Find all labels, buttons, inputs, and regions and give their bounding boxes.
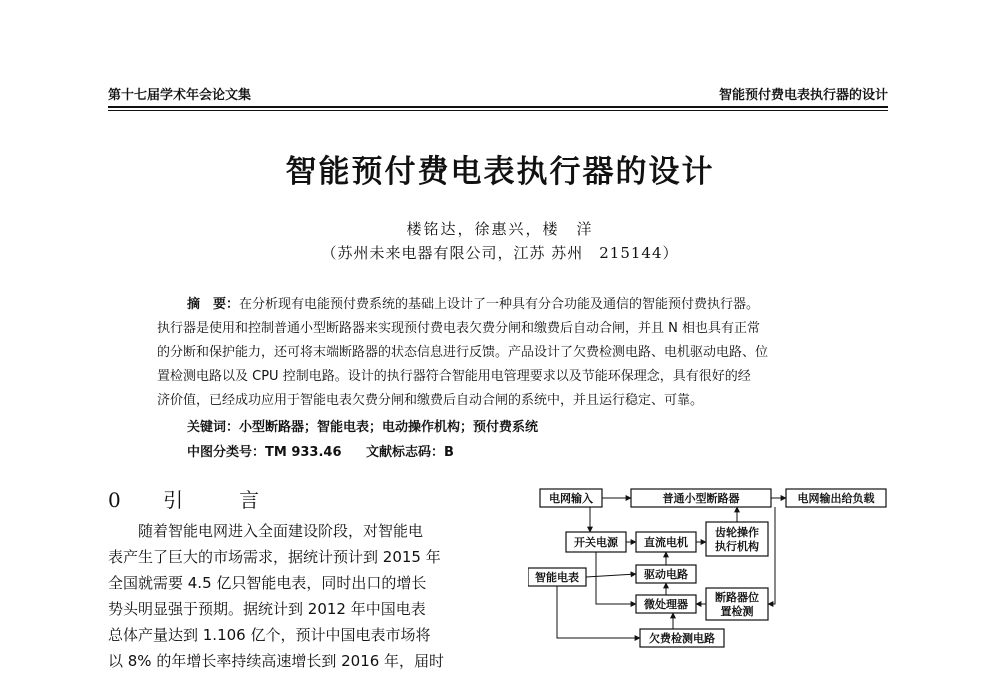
arrow-breaker-to-pos (768, 507, 775, 604)
body-line: 势头明显强于预期。据统计到 2012 年中国电表 (108, 600, 426, 618)
label-grid-input: 电网输入 (549, 492, 593, 505)
section-number: 0 (108, 488, 139, 512)
label-pos-detect-2: 置检测 (720, 605, 754, 618)
section-title: 引 言 (163, 488, 278, 512)
arrow-meter-to-drive (586, 574, 636, 577)
keywords: 关键词：小型断路器；智能电表；电动操作机构；预付费系统 (187, 420, 539, 435)
label-switch-power: 开关电源 (574, 536, 618, 549)
body-line: 总体产量达到 1.106 亿个，预计中国电表市场将 (108, 626, 431, 644)
body-line: 全国就需要 4.5 亿只智能电表，同时出口的增长 (108, 574, 427, 592)
abstract (157, 293, 862, 413)
header-rule (108, 106, 888, 108)
abstract-line: 济价值，已经成功应用于智能电表欠费分闸和缴费后自动合闸的系统中，并且运行稳定、可靠。 (157, 393, 704, 408)
affiliation: （苏州未来电器有限公司，江苏 苏州 215144） (321, 244, 679, 262)
running-header-left: 第十七届学术年会论文集 (108, 88, 252, 103)
header-rule-thin (108, 110, 888, 111)
body-line: 以 8% 的年增长率持续高速增长到 2016 年，届时 (108, 652, 445, 670)
authors: 楼铭达，徐惠兴，楼 洋 (406, 220, 594, 238)
running-header-right: 智能预付费电表执行器的设计 (718, 88, 888, 103)
body-text (108, 518, 484, 674)
classification (187, 441, 474, 460)
arrow-meter-to-arrears (557, 586, 640, 638)
body-line: 表产生了巨大的市场需求，据统计预计到 2015 年 (108, 548, 441, 566)
label-arrears-detect: 欠费检测电路 (649, 632, 715, 645)
abstract-line: 置检测电路以及 CPU 控制电路。设计的执行器符合智能用电管理要求以及节能环保理念，具有很好的经 (157, 369, 751, 384)
block-diagram (528, 484, 888, 671)
label-dc-motor: 直流电机 (644, 536, 688, 549)
clc-number: 中图分类号：TM 933.46 (187, 445, 342, 460)
document-code: 文献标志码：B (366, 445, 454, 460)
label-drive-circuit: 驱动电路 (644, 568, 688, 581)
arrow-power-to-mcu (596, 552, 636, 604)
label-grid-output: 电网输出给负载 (797, 492, 875, 505)
label-smart-meter: 智能电表 (535, 571, 579, 584)
body-line: 随着智能电网进入全面建设阶段，对智能电 (138, 522, 424, 540)
abstract-line: 摘 要：在分析现有电能预付费系统的基础上设计了一种具有分合功能及通信的智能预付费执行器。 (187, 297, 760, 312)
abstract-line: 的分断和保护能力，还可将末端断路器的状态信息进行反馈。产品设计了欠费检测电路、电机驱动电路、位 (157, 345, 769, 360)
abstract-line: 执行器是使用和控制普通小型断路器来实现预付费电表欠费分闸和缴费后自动合闸，并且 N 相也具有正常 (157, 321, 760, 336)
label-gear-mech-2: 执行机构 (715, 540, 759, 553)
abstract-label: 摘 要： (187, 297, 240, 312)
paper-title: 智能预付费电表执行器的设计 (285, 154, 715, 190)
section-heading (108, 484, 277, 513)
label-pos-detect-1: 断路器位 (715, 591, 759, 604)
label-mcu: 微处理器 (644, 598, 688, 611)
label-gear-mech-1: 齿轮操作 (715, 526, 759, 539)
label-breaker: 普通小型断路器 (662, 492, 740, 505)
